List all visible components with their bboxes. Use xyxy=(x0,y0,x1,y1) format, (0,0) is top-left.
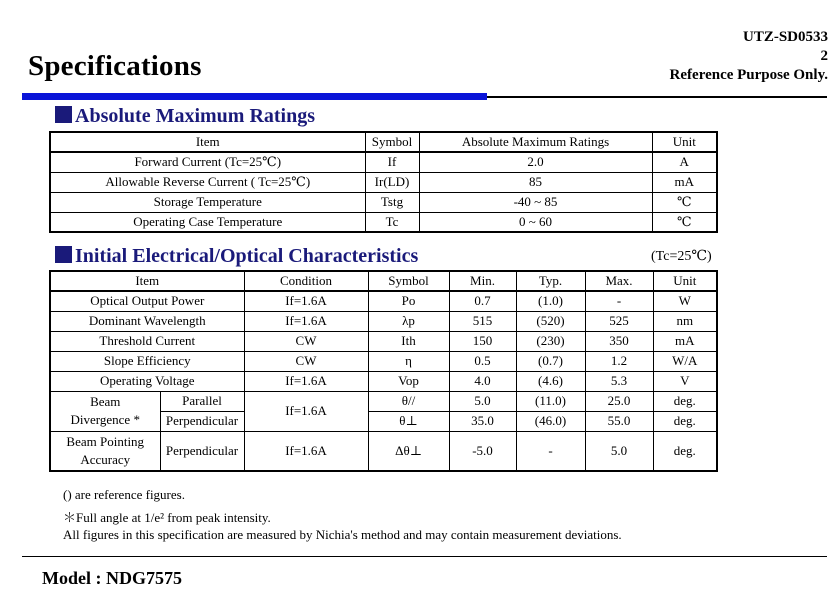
beam-pointing-label-line1: Beam Pointing xyxy=(66,433,145,449)
typ-cell: - xyxy=(516,431,585,471)
item-cell: Allowable Reverse Current ( Tc=25℃) xyxy=(50,172,365,192)
section-title-text: Absolute Maximum Ratings xyxy=(75,105,316,127)
header-rule-black xyxy=(487,96,827,98)
symbol-cell: Ith xyxy=(368,331,449,351)
footer-rule xyxy=(22,556,827,557)
header-cell: Absolute Maximum Ratings xyxy=(419,132,652,152)
header-cell: Max. xyxy=(585,271,653,291)
typ-cell: (520) xyxy=(516,311,585,331)
section-title-initial-characteristics xyxy=(55,245,418,268)
unit-cell: W xyxy=(653,291,717,311)
header-cell: Unit xyxy=(652,132,717,152)
beam-divergence-label-line1: Beam xyxy=(90,394,121,409)
page-title: Specifications xyxy=(28,50,202,82)
header-cell: Typ. xyxy=(516,271,585,291)
header-cell: Item xyxy=(50,271,244,291)
condition-cell: CW xyxy=(244,331,368,351)
item-cell: Dominant Wavelength xyxy=(50,311,244,331)
item-cell: Operating Case Temperature xyxy=(50,212,365,232)
header-cell: Min. xyxy=(449,271,516,291)
max-cell: 350 xyxy=(585,331,653,351)
unit-cell: nm xyxy=(653,311,717,331)
symbol-cell: Po xyxy=(368,291,449,311)
page-number: 2 xyxy=(820,48,828,64)
unit-cell: V xyxy=(653,371,717,391)
item-cell: Slope Efficiency xyxy=(50,351,244,371)
unit-cell: A xyxy=(652,152,717,172)
table-row-beam-divergence-parallel xyxy=(50,391,717,411)
symbol-cell: Ir(LD) xyxy=(365,172,419,192)
min-cell: 5.0 xyxy=(449,391,516,411)
reference-notice: Reference Purpose Only. xyxy=(669,67,828,83)
min-cell: 35.0 xyxy=(449,411,516,431)
max-cell: 25.0 xyxy=(585,391,653,411)
condition-cell: If=1.6A xyxy=(244,391,368,431)
sub-item-cell: Perpendicular xyxy=(160,431,244,471)
beam-pointing-label-line2: Accuracy xyxy=(80,451,131,467)
item-cell: Operating Voltage xyxy=(50,371,244,391)
table-row xyxy=(50,172,717,192)
section-title-absolute-ratings xyxy=(55,105,315,128)
max-cell: 525 xyxy=(585,311,653,331)
beam-divergence-label-line2: Divergence * xyxy=(70,412,140,427)
beam-pointing-label xyxy=(50,431,160,471)
table-header-row xyxy=(50,132,717,152)
header-cell: Condition xyxy=(244,271,368,291)
unit-cell: deg. xyxy=(653,431,717,471)
value-cell: 2.0 xyxy=(419,152,652,172)
symbol-cell: θ// xyxy=(368,391,449,411)
square-bullet-icon xyxy=(55,246,72,263)
unit-cell: deg. xyxy=(653,391,717,411)
symbol-cell: θ⊥ xyxy=(368,411,449,431)
item-cell: Optical Output Power xyxy=(50,291,244,311)
max-cell: 5.0 xyxy=(585,431,653,471)
unit-cell: mA xyxy=(653,331,717,351)
unit-cell: deg. xyxy=(653,411,717,431)
min-cell: 150 xyxy=(449,331,516,351)
unit-cell: ℃ xyxy=(652,192,717,212)
table-row xyxy=(50,311,717,331)
table-row xyxy=(50,192,717,212)
section-title-text: Initial Electrical/Optical Characteristics xyxy=(75,245,419,267)
min-cell: 515 xyxy=(449,311,516,331)
min-cell: 0.5 xyxy=(449,351,516,371)
header-rule-blue xyxy=(22,93,487,100)
condition-cell: If=1.6A xyxy=(244,371,368,391)
value-cell: -40 ~ 85 xyxy=(419,192,652,212)
header-cell: Symbol xyxy=(368,271,449,291)
note-full-angle: ＊Full angle at 1/e² from peak intensity. xyxy=(63,510,271,525)
max-cell: - xyxy=(585,291,653,311)
max-cell: 1.2 xyxy=(585,351,653,371)
min-cell: -5.0 xyxy=(449,431,516,471)
table-row xyxy=(50,212,717,232)
unit-cell: W/A xyxy=(653,351,717,371)
value-cell: 0 ~ 60 xyxy=(419,212,652,232)
beam-divergence-label xyxy=(50,391,160,431)
note-measurement: All figures in this specification are measured by Nichia's method and may contain measurement deviations. xyxy=(63,527,622,542)
symbol-cell: Δθ⊥ xyxy=(368,431,449,471)
value-cell: 85 xyxy=(419,172,652,192)
model-label: Model : NDG7575 xyxy=(42,568,182,588)
min-cell: 0.7 xyxy=(449,291,516,311)
temperature-condition-note: (Tc=25℃) xyxy=(651,249,712,264)
symbol-cell: Tc xyxy=(365,212,419,232)
unit-cell: mA xyxy=(652,172,717,192)
table-header-row xyxy=(50,271,717,291)
typ-cell: (0.7) xyxy=(516,351,585,371)
condition-cell: If=1.6A xyxy=(244,431,368,471)
condition-cell: If=1.6A xyxy=(244,291,368,311)
table-row xyxy=(50,351,717,371)
max-cell: 5.3 xyxy=(585,371,653,391)
item-cell: Threshold Current xyxy=(50,331,244,351)
item-cell: Forward Current (Tc=25℃) xyxy=(50,152,365,172)
table-row xyxy=(50,152,717,172)
sub-item-cell: Parallel xyxy=(160,391,244,411)
symbol-cell: λp xyxy=(368,311,449,331)
table-row xyxy=(50,371,717,391)
item-cell: Storage Temperature xyxy=(50,192,365,212)
square-bullet-icon xyxy=(55,106,72,123)
max-cell: 55.0 xyxy=(585,411,653,431)
table-row xyxy=(50,331,717,351)
note-reference-figures: () are reference figures. xyxy=(63,487,185,502)
typ-cell: (46.0) xyxy=(516,411,585,431)
condition-cell: CW xyxy=(244,351,368,371)
table-row xyxy=(50,291,717,311)
table-row-beam-pointing xyxy=(50,431,717,471)
symbol-cell: η xyxy=(368,351,449,371)
symbol-cell: Tstg xyxy=(365,192,419,212)
condition-cell: If=1.6A xyxy=(244,311,368,331)
typ-cell: (11.0) xyxy=(516,391,585,411)
header-cell: Item xyxy=(50,132,365,152)
symbol-cell: Vop xyxy=(368,371,449,391)
unit-cell: ℃ xyxy=(652,212,717,232)
typ-cell: (230) xyxy=(516,331,585,351)
header-cell: Symbol xyxy=(365,132,419,152)
typ-cell: (4.6) xyxy=(516,371,585,391)
sub-item-cell: Perpendicular xyxy=(160,411,244,431)
typ-cell: (1.0) xyxy=(516,291,585,311)
min-cell: 4.0 xyxy=(449,371,516,391)
symbol-cell: If xyxy=(365,152,419,172)
header-cell: Unit xyxy=(653,271,717,291)
document-code: UTZ-SD0533 xyxy=(742,29,828,45)
initial-characteristics-table xyxy=(49,270,718,472)
absolute-ratings-table xyxy=(49,131,718,233)
